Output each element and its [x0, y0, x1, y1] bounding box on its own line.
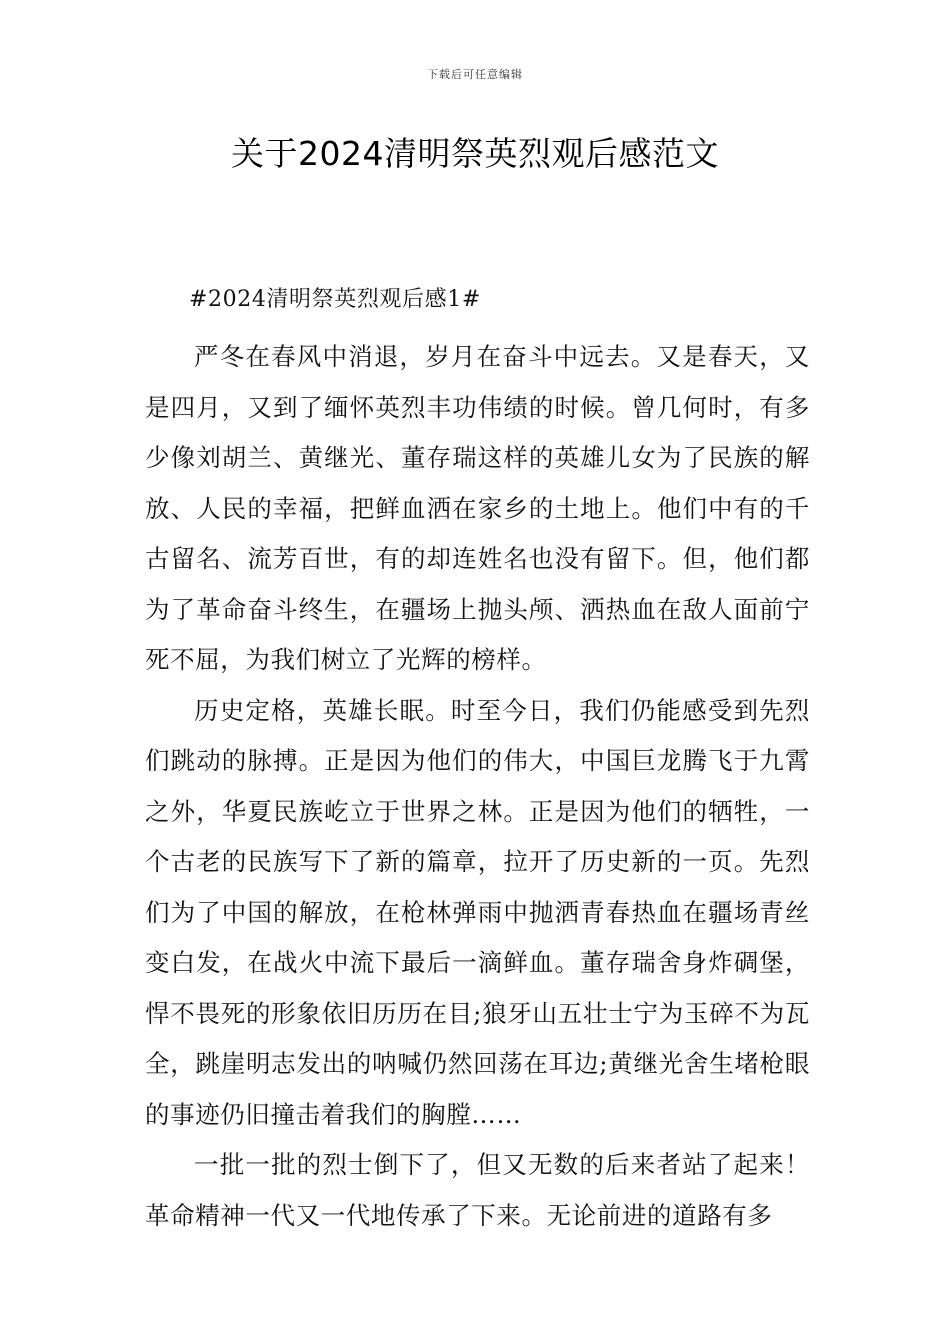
- paragraph-2: 历史定格，英雄长眠。时至今日，我们仍能感受到先烈们跳动的脉搏。正是因为他们的伟大，中国巨龙腾飞于九霄之外，华夏民族屹立于世界之林。正是因为他们的牺牲，一个古老的民族写下了新的篇章，拉开了历史新的一页。先烈们为了中国的解放，在枪林弹雨中抛洒青春热血在疆场青丝变白发，在战火中流下最后一滴鲜血。董存瑞舍身炸碉堡，悍不畏死的形象依旧历历在目;狼牙山五壮士宁为玉碎不为瓦全，跳崖明志发出的呐喊仍然回荡在耳边;黄继光舍生堵枪眼的事迹仍旧撞击着我们的胸膛……: [145, 695, 810, 1129]
- document-body: [145, 282, 810, 1241]
- paragraph-1: 严冬在春风中消退，岁月在奋斗中远去。又是春天，又是四月，又到了缅怀英烈丰功伟绩的时候。曾几何时，有多少像刘胡兰、黄继光、董存瑞这样的英雄儿女为了民族的解放、人民的幸福，把鲜血洒在家乡的土地上。他们中有的千古留名、流芳百世，有的却连姓名也没有留下。但，他们都为了革命奋斗终生，在疆场上抛头颅、洒热血在敌人面前宁死不屈，为我们树立了光辉的榜样。: [145, 342, 810, 674]
- document-title: 关于2024清明祭英烈观后感范文: [231, 134, 719, 173]
- header-note: 下载后可任意编辑: [427, 68, 523, 81]
- section-heading: #2024清明祭英烈观后感1#: [189, 287, 481, 312]
- paragraph-3: 一批一批的烈士倒下了，但又无数的后来者站了起来！革命精神一代又一代地传承了下来。无论前进的道路有多: [145, 1150, 810, 1230]
